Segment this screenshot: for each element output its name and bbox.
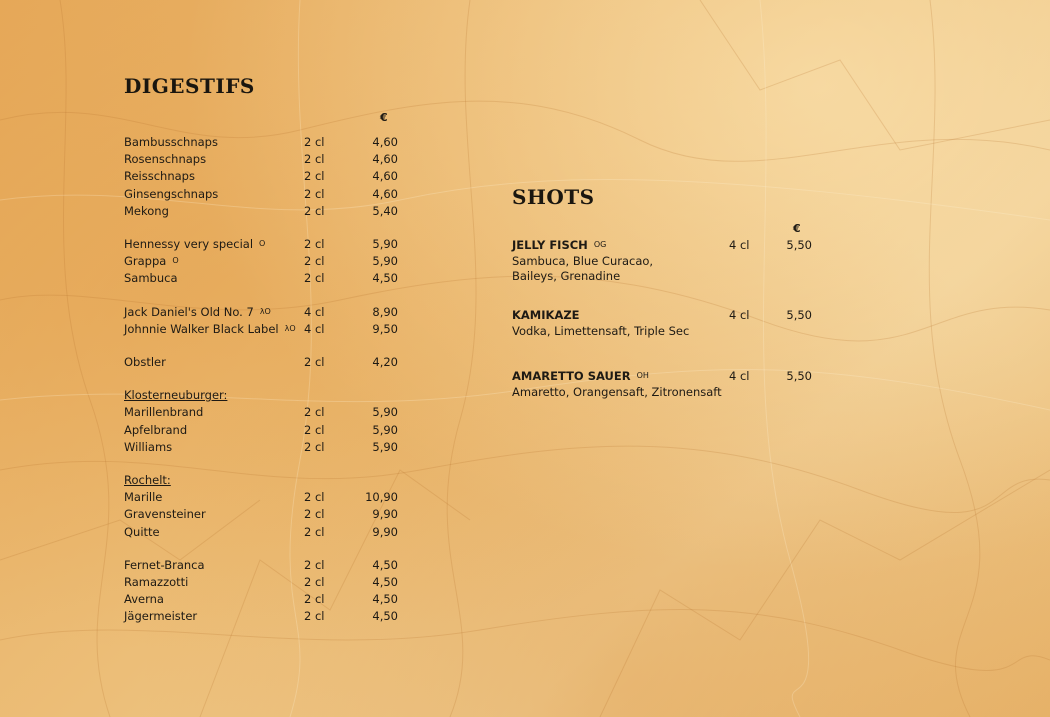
shot-description-line: Amaretto, Orangensaft, Zitronensaft [512,385,722,399]
item-name [124,271,178,285]
item-name-text: Marille [124,490,163,505]
menu-item [124,558,404,572]
item-volume: 2 cl [304,609,325,624]
item-price: 4,50 [372,592,398,607]
item-volume: 2 cl [304,524,325,539]
menu-item [124,423,404,437]
allergen-code: OG [593,240,607,249]
item-volume: 2 cl [304,254,325,269]
item-name-text: Apfelbrand [124,422,188,437]
item-name [124,187,218,201]
item-name [124,558,205,572]
shot-volume: 4 cl [729,369,750,383]
item-price: 9,50 [372,321,398,336]
item-name [124,423,187,437]
allergen-code: O [172,256,179,266]
allergen-code: λO [259,306,271,316]
item-name [124,152,206,166]
item-name [124,355,166,369]
shot-description-line: Baileys, Grenadine [512,269,621,283]
menu-item [124,187,404,201]
menu-item [124,355,404,369]
item-volume: 2 cl [304,152,325,167]
menu-item [124,609,404,623]
item-price: 5,90 [372,405,398,420]
item-name-text: Rosenschnaps [124,152,207,167]
menu-item [124,305,404,319]
item-name-text: Ginsengschnaps [124,186,219,201]
item-price: 8,90 [372,304,398,319]
menu-item [124,405,404,419]
item-name [124,507,206,521]
item-volume: 2 cl [304,135,325,149]
item-name [124,237,265,251]
menu-item [124,507,404,521]
item-volume: 2 cl [304,422,325,437]
item-volume: 4 cl [304,304,325,319]
item-price: 5,90 [372,422,398,437]
item-volume: 2 cl [304,186,325,201]
item-volume: 2 cl [304,169,325,184]
item-name [124,440,172,454]
shot-name-text: AMARETTO SAUER [512,369,631,383]
item-name-text: Mekong [124,203,169,218]
item-price: 4,60 [372,169,398,184]
item-price: 5,90 [372,237,398,251]
allergen-code: O [259,239,266,248]
item-volume: 2 cl [304,592,325,607]
allergen-code: λO [284,323,296,333]
item-name-text: Johnnie Walker Black Label [124,321,279,336]
menu-item [124,592,404,606]
item-price: 9,90 [372,524,398,539]
menu-item [124,254,404,268]
item-name [124,405,203,419]
menu-item [124,322,404,336]
item-name [124,135,218,149]
item-name [124,169,195,183]
group-label: Klosterneuburger: [124,388,228,403]
item-price: 5,90 [372,254,398,269]
item-volume: 2 cl [304,237,325,251]
item-name-text: Reisschnaps [124,169,195,184]
item-volume: 2 cl [304,507,325,522]
item-name-text: Jack Daniel's Old No. 7 [124,304,254,319]
shots-heading: SHOTS [512,185,595,209]
menu-item [124,152,404,166]
digestifs-currency-header: € [380,111,388,124]
item-name-text: Quitte [124,524,160,539]
item-price: 4,50 [372,575,398,589]
item-name-text: Averna [124,592,164,607]
item-name-text: Williams [124,439,173,454]
item-name [124,490,162,504]
item-price: 4,60 [372,152,398,167]
item-price: 4,50 [372,271,398,286]
digestifs-heading: DIGESTIFS [124,74,255,98]
item-name [124,254,179,268]
item-volume: 2 cl [304,490,325,505]
item-price: 10,90 [365,490,398,505]
item-name [124,609,197,623]
item-name-text: Fernet-Branca [124,557,205,572]
item-name [124,575,188,589]
item-volume: 2 cl [304,557,325,572]
item-price: 5,40 [372,203,398,218]
item-name-text: Bambusschnaps [124,135,218,149]
menu-item [124,169,404,183]
shot-name [512,308,580,322]
shot-volume: 4 cl [729,238,750,252]
shot-name [512,238,606,252]
group-label: Rochelt: [124,473,171,487]
item-volume: 4 cl [304,321,325,336]
menu-item [124,440,404,454]
shot-price: 5,50 [786,238,812,252]
item-price: 4,60 [372,186,398,201]
item-name [124,305,271,319]
menu-item [124,135,404,149]
item-price: 5,90 [372,439,398,454]
item-name-text: Hennessy very special [124,237,254,251]
item-name-text: Sambuca [124,271,178,286]
item-name [124,592,164,606]
item-price: 4,20 [372,355,398,369]
menu-item [124,575,404,589]
item-name [124,204,169,218]
item-price: 4,50 [372,609,398,624]
allergen-code: OH [636,371,649,380]
shot-description-line: Sambuca, Blue Curacao, [512,254,654,268]
shot-volume: 4 cl [729,308,750,322]
shot-price: 5,50 [786,308,812,322]
menu-item [124,237,404,251]
menu-item [124,490,404,504]
shot-description-line: Vodka, Limettensaft, Triple Sec [512,324,690,338]
item-name [124,322,296,336]
item-volume: 2 cl [304,355,325,369]
shot-name-text: KAMIKAZE [512,308,580,322]
item-name-text: Obstler [124,355,166,369]
item-volume: 2 cl [304,405,325,420]
item-name-text: Marillenbrand [124,405,204,420]
item-volume: 2 cl [304,439,325,454]
menu-item [124,204,404,218]
item-name-text: Jägermeister [124,609,198,624]
item-volume: 2 cl [304,203,325,218]
item-volume: 2 cl [304,271,325,286]
shots-currency-header: € [793,222,801,235]
menu-item [124,271,404,285]
menu-item [124,525,404,539]
item-name-text: Grappa [124,254,167,269]
item-price: 4,60 [372,135,398,149]
shot-name [512,369,649,383]
shot-price: 5,50 [786,369,812,383]
item-volume: 2 cl [304,575,325,589]
shot-name-text: JELLY FISCH [512,238,588,252]
item-price: 9,90 [372,507,398,522]
item-price: 4,50 [372,557,398,572]
item-name-text: Gravensteiner [124,507,206,522]
item-name [124,525,160,539]
item-name-text: Ramazzotti [124,575,189,589]
